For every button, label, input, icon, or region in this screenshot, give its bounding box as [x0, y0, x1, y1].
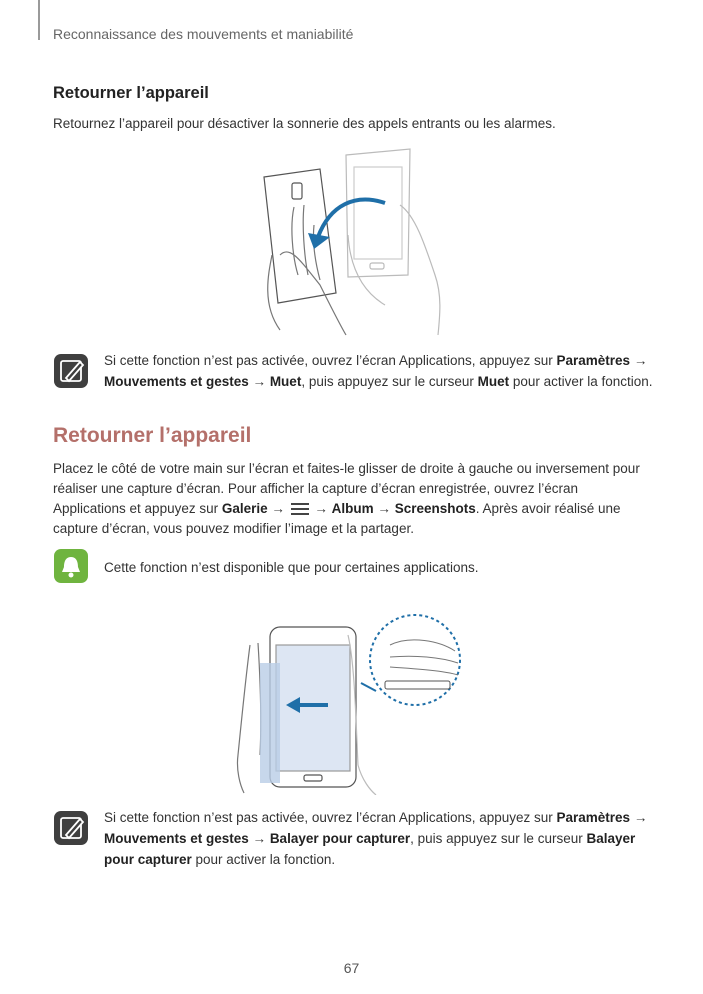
running-header: Reconnaissance des mouvements et maniabilité [53, 26, 354, 42]
bell-icon [54, 549, 88, 583]
section2-text: Placez le côté de votre main sur l’écran et faites-le glisser de droite à gauche ou inversement pour réaliser une capture d’écran. Pour afficher la capture d’écran enregistrée, ouvrez l’écran Applications et appuyez sur Galerie → → Album → Screenshots. Après avoir réalisé une capture d’écran, vous pouvez modifier l’image et la partager. [53, 461, 640, 536]
phone-front-shape [346, 149, 410, 277]
flip-phone-illustration [250, 145, 450, 340]
note-text-2: Si cette fonction n’est pas activée, ouvrez l’écran Applications, appuyez sur Paramètres → Mouvements et gestes → Balayer pour capturer, puis appuyez sur le curseur Balayer pour capturer pour activer la fonction. [104, 810, 648, 867]
section-heading: Retourner l’appareil [53, 424, 252, 447]
screen-shape [276, 645, 350, 771]
palm-swipe-illustration [230, 605, 470, 795]
hand-edge-shape [260, 663, 280, 783]
caution-text: Cette fonction n’est disponible que pour certaines applications. [104, 560, 479, 575]
section1-text: Retournez l’appareil pour désactiver la sonnerie des appels entrants ou les alarmes. [53, 116, 556, 131]
note-pencil-icon [54, 811, 88, 845]
note-pencil-icon [54, 354, 88, 388]
note-text-1: Si cette fonction n’est pas activée, ouvrez l’écran Applications, appuyez sur Paramètres → Mouvements et gestes → Muet, puis appuyez sur le curseur Muet pour activer la fonction. [104, 353, 653, 389]
section-subheading: Retourner l’appareil [53, 84, 209, 102]
phone-back-shape [264, 169, 336, 303]
header-rule [38, 0, 40, 40]
menu-icon [291, 503, 309, 515]
page-number: 67 [343, 960, 360, 976]
